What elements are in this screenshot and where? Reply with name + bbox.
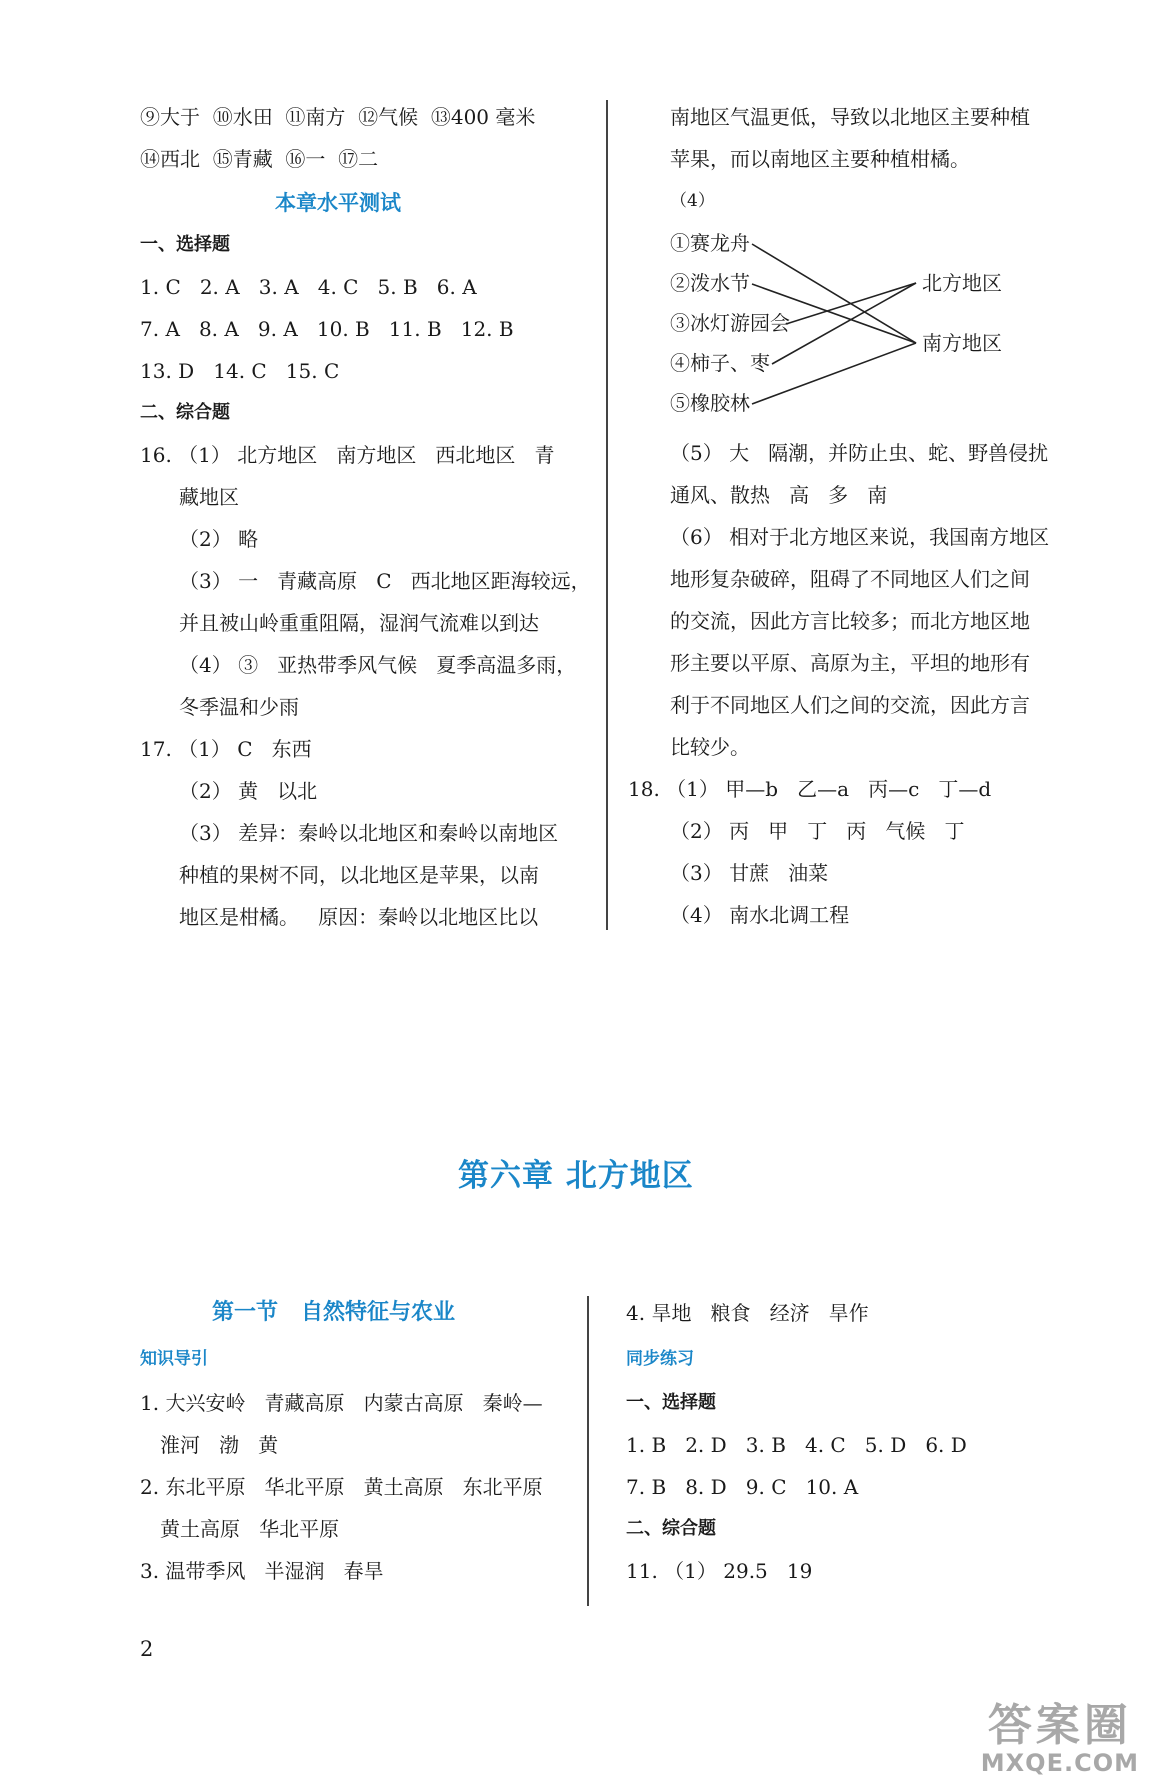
answer-line: 16. （1） 北方地区 南方地区 西北地区 青 [140, 443, 555, 467]
answer-line: 通风、散热 高 多 南 [670, 483, 888, 507]
subsection-heading: 二、综合题 [626, 1518, 716, 1539]
answer-line: 苹果，而以南地区主要种植柑橘。 [670, 147, 970, 171]
subsection-heading: 一、选择题 [626, 1392, 716, 1413]
answer-line: （2） 黄 以北 [179, 779, 318, 803]
answer-line: 比较少。 [670, 735, 750, 759]
answer-line: 2. 东北平原 华北平原 黄土高原 东北平原 [140, 1475, 543, 1499]
answer-line: （4） ③ 亚热带季风气候 夏季高温多雨， [179, 653, 577, 677]
match-left-item: ③冰灯游园会 [670, 311, 790, 335]
answer-line: （3） 一 青藏高原 C 西北地区距海较远， [179, 569, 591, 593]
answer-row: 13. D 14. C 15. C [140, 359, 340, 383]
answer-line: （2） 丙 甲 丁 丙 气候 丁 [670, 819, 965, 843]
answer-line: 11. （1） 29.5 19 [626, 1559, 813, 1583]
answer-line: （5） 大 隔潮，并防止虫、蛇、野兽侵扰 [670, 441, 1049, 465]
answer-line: 地区是柑橘。 原因：秦岭以北地区比以 [179, 905, 539, 929]
match-right-item: 南方地区 [922, 331, 1002, 355]
watermark-logo [981, 1702, 1139, 1776]
answer-line: 种植的果树不同，以北地区是苹果，以南 [179, 863, 539, 887]
watermark-url: MXQE.COM [980, 1749, 1139, 1777]
answer-line: （2） 略 [179, 527, 259, 551]
answer-line: 17. （1） C 东西 [140, 737, 312, 761]
subsection-heading: 二、综合题 [140, 402, 230, 423]
answer-line: 冬季温和少雨 [179, 695, 299, 719]
answer-row: 7. B 8. D 9. C 10. A [626, 1475, 859, 1499]
answer-line: 的交流，因此方言比较多；而北方地区地 [670, 609, 1030, 633]
page-number: 2 [140, 1637, 154, 1661]
watermark-text: 答案圈 [987, 1700, 1132, 1751]
section-heading: 本章水平测试 [275, 191, 401, 215]
answer-line: 藏地区 [179, 485, 239, 509]
answer-line: 18. （1） 甲—b 乙—a 丙—c 丁—d [628, 777, 992, 801]
answer-line: （3） 差异：秦岭以北地区和秦岭以南地区 [179, 821, 559, 845]
match-right-item: 北方地区 [922, 271, 1002, 295]
column-divider [587, 1296, 589, 1606]
answer-line: 3. 温带季风 半湿润 春旱 [140, 1559, 384, 1583]
answer-row: 7. A 8. A 9. A 10. B 11. B 12. B [140, 317, 514, 341]
match-left-item: ①赛龙舟 [670, 231, 750, 255]
answer-line: 黄土高原 华北平原 [160, 1517, 340, 1541]
answer-line: ⑭西北 ⑮青藏 ⑯一 ⑰二 [140, 147, 379, 171]
section-heading: 第一节 自然特征与农业 [212, 1300, 455, 1325]
match-left-item: ②泼水节 [670, 271, 750, 295]
answer-row: 1. C 2. A 3. A 4. C 5. B 6. A [140, 275, 477, 299]
answer-line: 地形复杂破碎，阻碍了不同地区人们之间 [670, 567, 1030, 591]
answer-line: 形主要以平原、高原为主，平坦的地形有 [670, 651, 1030, 675]
answer-line: 4. 旱地 粮食 经济 旱作 [626, 1301, 869, 1325]
answer-line: （4） [670, 191, 715, 211]
chapter-title: 第六章 北方地区 [458, 1158, 694, 1194]
match-left-item: ④柿子、枣 [670, 351, 770, 375]
answer-line: 1. 大兴安岭 青藏高原 内蒙古高原 秦岭— [140, 1391, 543, 1415]
answer-line: ⑨大于 ⑩水田 ⑪南方 ⑫气候 ⑬400 毫米 [140, 105, 536, 129]
answer-line: （4） 南水北调工程 [670, 903, 850, 927]
answer-row: 1. B 2. D 3. B 4. C 5. D 6. D [626, 1433, 967, 1457]
answer-line: （3） 甘蔗 油菜 [670, 861, 829, 885]
match-left-item: ⑤橡胶林 [670, 391, 750, 415]
subsection-heading: 知识导引 [140, 1349, 208, 1369]
answer-line: （6） 相对于北方地区来说，我国南方地区 [670, 525, 1050, 549]
answer-line: 淮河 渤 黄 [160, 1433, 279, 1457]
answer-line: 南地区气温更低，导致以北地区主要种植 [670, 105, 1030, 129]
subsection-heading: 一、选择题 [140, 234, 230, 255]
match-line [752, 343, 916, 404]
subsection-heading: 同步练习 [626, 1349, 694, 1369]
answer-line: 利于不同地区人们之间的交流，因此方言 [670, 693, 1030, 717]
answer-line: 并且被山岭重重阻隔，湿润气流难以到达 [179, 611, 539, 635]
